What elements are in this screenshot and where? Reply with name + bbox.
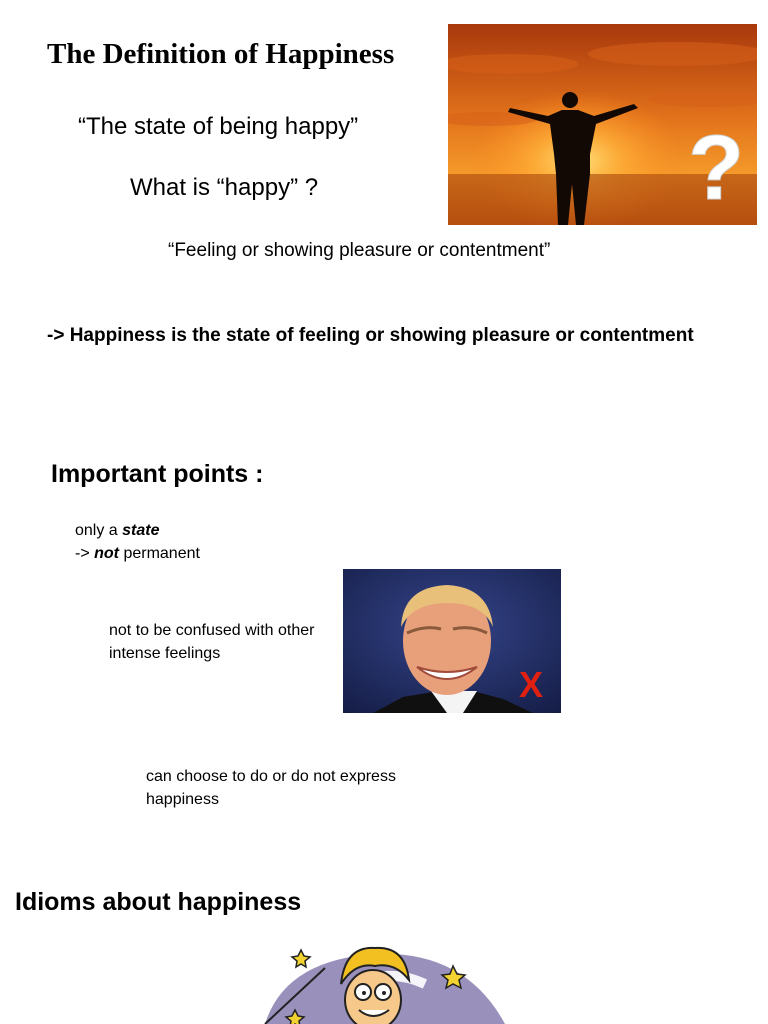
sunset-silhouette-image (448, 24, 757, 225)
point-not-confused: not to be confused with other intense feelings (109, 622, 315, 662)
point-state-arrow: -> (75, 545, 95, 562)
red-x-icon: X (519, 664, 544, 705)
laughing-man-image (343, 569, 561, 713)
feeling-quote: “Feeling or showing pleasure or contentment” (168, 240, 551, 261)
point-permanent: permanent (119, 545, 200, 562)
question-mark-icon: ? (688, 117, 745, 219)
important-points-heading: Important points : (51, 460, 264, 488)
conclusion-text: -> Happiness is the state of feeling or showing pleasure or contentment (47, 325, 694, 346)
point-choose: can choose to do or do not express happiness (146, 768, 396, 808)
idioms-heading: Idioms about happiness (15, 888, 302, 916)
point-state (75, 519, 200, 565)
point-state-prefix: only a (75, 522, 123, 539)
page-title: The Definition of Happiness (47, 38, 395, 70)
definition-quote: “The state of being happy” (78, 113, 359, 140)
point-state-emph: state (122, 522, 160, 539)
cartoon-happy-boy-image (255, 940, 515, 1024)
point-not-emph: not (94, 545, 119, 562)
question-text: What is “happy” ? (130, 174, 319, 201)
